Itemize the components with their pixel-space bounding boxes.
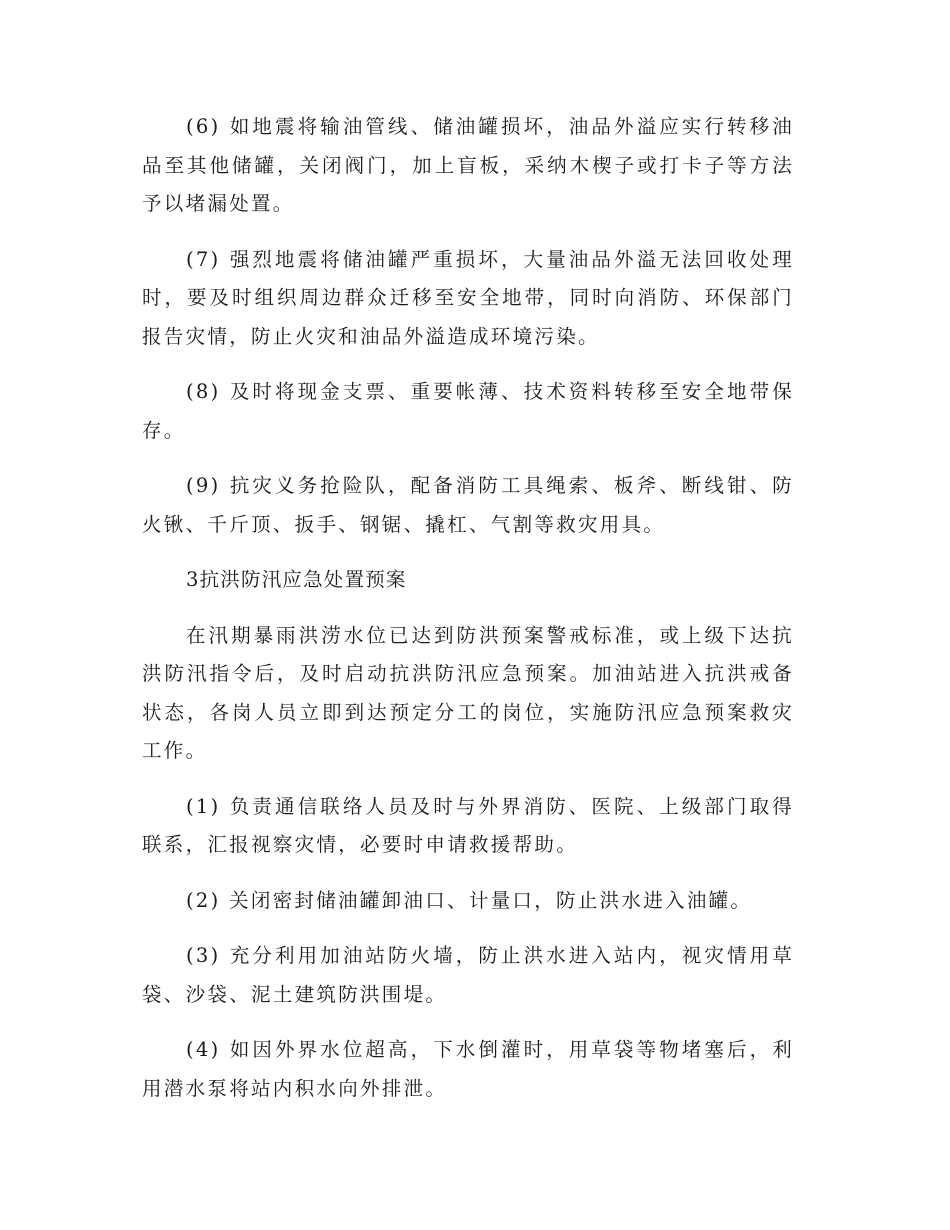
paragraph-flood-item-2: (2) 关闭密封储油罐卸油口、计量口，防止洪水进入油罐。 — [186, 888, 753, 912]
paragraph-earthquake-item-8: (8) 及时将现金支票、重要帐薄、技术资料转移至安全地带保存。 — [142, 380, 794, 442]
paragraph-earthquake-item-6: (6) 如地震将输油管线、储油罐损坏，油品外溢应实行转移油品至其他储罐，关闭阀门，加上盲板，采纳木楔子或打卡子等方法予以堵漏处置。 — [142, 115, 794, 215]
paragraph-flood-item-1: (1) 负责通信联络人员及时与外界消防、医院、上级部门取得联系，汇报视察灾情，必要时申请救援帮助。 — [142, 794, 794, 856]
paragraph-flood-item-4: (4) 如因外界水位超高，下水倒灌时，用草袋等物堵塞后，利用潜水泵将站内积水向外排泄。 — [142, 1038, 794, 1100]
paragraph-flood-intro: 在汛期暴雨洪涝水位已达到防洪预案警戒标准，或上级下达抗洪防汛指令后，及时启动抗洪防汛应急预案。加油站进入抗洪戒备状态，各岗人员立即到达预定分工的岗位，实施防汛应急预案救灾工作。 — [142, 623, 794, 762]
section-heading-flood-plan: 3抗洪防汛应急处置预案 — [186, 568, 407, 591]
paragraph-earthquake-item-7: (7) 强烈地震将储油罐严重损坏，大量油品外溢无法回收处理时，要及时组织周边群众迁移至安全地带，同时向消防、环保部门报告灾情，防止火灾和油品外溢造成环境污染。 — [142, 247, 794, 348]
paragraph-flood-item-3: (3) 充分利用加油站防火墙，防止洪水进入站内，视灾情用草袋、沙袋、泥土建筑防洪围堤。 — [142, 944, 794, 1006]
paragraph-earthquake-item-9: (9) 抗灾义务抢险队，配备消防工具绳索、板斧、断线钳、防火锹、千斤顶、扳手、钢锯、撬杠、气割等救灾用具。 — [142, 474, 794, 536]
